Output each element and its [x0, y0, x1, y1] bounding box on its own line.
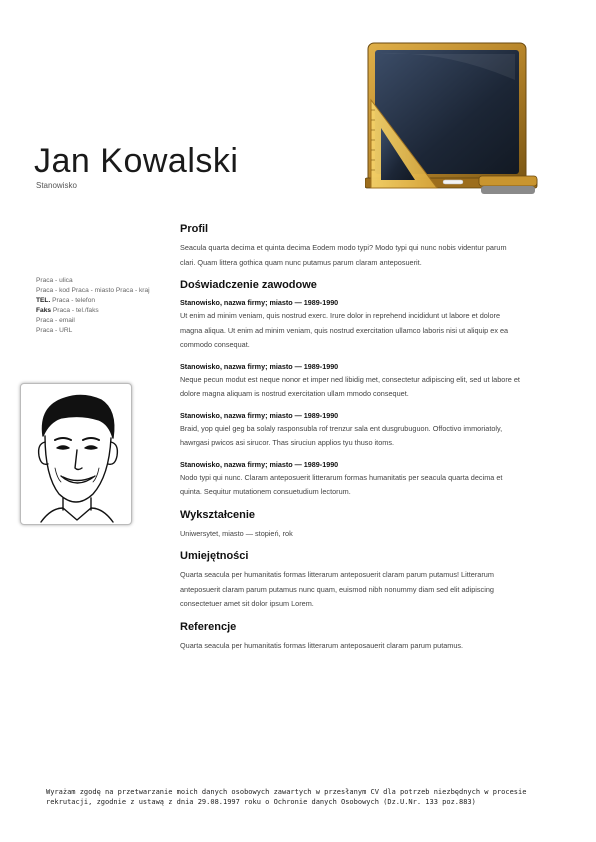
fax-label: Faks — [36, 307, 52, 314]
candidate-name: Jan Kowalski — [34, 142, 239, 180]
contact-email: Praca - email — [36, 317, 75, 324]
skills-text: Quarta seacula per humanitatis formas litterarum anteposuerit claram parum putamus! Litterarum anteposuerit claram parum putamus nunc quam, euismod nibh nonummy diam sed elit adipiscing consectetuer amet sit dolor ipsum Lorem. — [180, 570, 494, 608]
phone-value: Praca - telefon — [52, 297, 96, 304]
job-description: Braid, yop quiel geg ba solaly rasponsubla rof trenzur sala ent dusgrubuguon. Offoctivo immoriatoly, hawrgasi pwicos asi sirucor. Thas siruciun applios tyu thuso itoms. — [180, 423, 503, 447]
contact-block — [36, 276, 150, 336]
profile-text: Seacula quarta decima et quinta decima Eodem modo typi? Modo typi qui nunc nobis videntur parum clari. Quam littera gothica quam nunc putamus parum claram anteposuerit. — [180, 243, 507, 267]
job-heading: Stanowisko, nazwa firmy; miasto — 1989-1990 — [180, 410, 339, 420]
references-section — [180, 620, 520, 654]
profile-section — [180, 222, 520, 270]
contact-street: Praca - ulica — [36, 277, 73, 284]
job-heading: Stanowisko, nazwa firmy; miasto — 1989-1990 — [180, 459, 339, 469]
job-heading: Stanowisko, nazwa firmy; miasto — 1989-1990 — [180, 298, 339, 307]
job-heading: Stanowisko, nazwa firmy; miasto — 1989-1990 — [180, 361, 339, 371]
fax-value: Praca - tel./faks — [52, 307, 99, 314]
gdpr-consent-clause: Wyrażam zgodę na przetwarzanie moich danych osobowych zawartych w przesłanym CV dla potrzeb niezbędnych w procesie rekrutacji, zgodnie z ustawą z dnia 29.08.1997 roku o Ochronie danych Osobowych (Dz.U.Nr. 133 poz.883) — [46, 788, 527, 806]
contact-phone — [36, 296, 150, 306]
skills-section — [180, 549, 520, 612]
job-description: Ut enim ad minim veniam, quis nostrud exerc. Irure dolor in reprehend incididunt ut labore et dolore magna aliqua. Ut enim ad minim veniam, quis nostrud exercitation ullamco laboris nisi ut aliquip ex ea commodo consequat. — [180, 311, 509, 349]
job-entry — [180, 459, 520, 500]
profile-title: Profil — [180, 223, 209, 235]
job-entry — [180, 361, 520, 402]
avatar — [20, 383, 132, 525]
job-title: Stanowisko — [36, 181, 77, 190]
phone-label: TEL. — [36, 297, 51, 304]
experience-title: Doświadczenie zawodowe — [180, 279, 317, 291]
job-description: Neque pecun modut est neque nonor et imper ned libidig met, consectetur adipiscing elit, sed ut labore et dolore magna aliquam is nostrud exercitation ullam mmodo consequet. — [180, 374, 520, 398]
education-text: Uniwersytet, miasto — stopień, rok — [180, 528, 293, 538]
avatar-portrait — [21, 384, 131, 524]
main-content — [180, 222, 520, 661]
contact-postal: Praca - kod Praca - miasto Praca - kraj — [36, 287, 150, 294]
references-title: Referencje — [180, 620, 237, 633]
contact-url: Praca - URL — [36, 327, 73, 334]
experience-section — [180, 278, 520, 500]
job-entry — [180, 410, 520, 451]
job-description: Nodo typi qui nunc. Claram anteposuerit litterarum formas humanitatis per seacula quarta decima et quinta. Sequitur mutationem consuetudium lectorum. — [180, 472, 503, 496]
references-text: Quarta seacula per humanitatis formas litterarum anteposauerit claram parum putamus. — [180, 640, 464, 650]
chalkboard-icon — [365, 40, 540, 205]
education-title: Wykształcenie — [180, 508, 256, 521]
education-section — [180, 508, 520, 542]
job-entry — [180, 297, 520, 353]
contact-fax — [36, 306, 150, 316]
skills-title: Umiejętności — [180, 550, 249, 562]
